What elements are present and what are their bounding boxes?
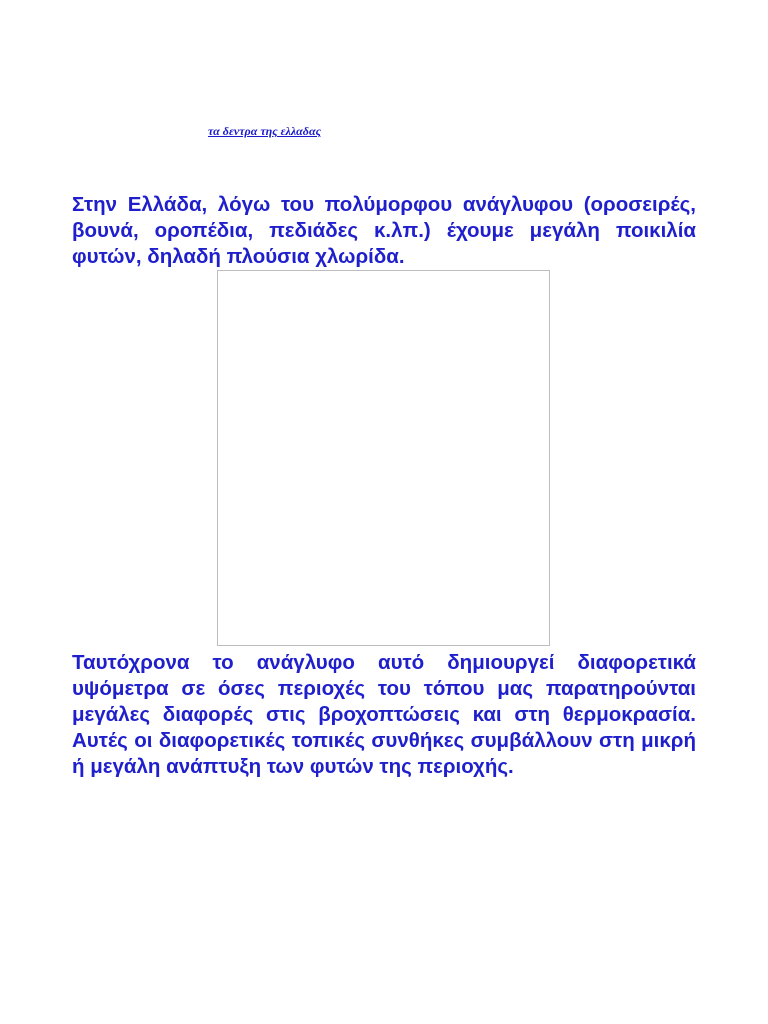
paragraph-climate: Ταυτόχρονα το ανάγλυφο αυτό δημιουργεί διαφορετικά υψόμετρα σε όσες περιοχές του τόπου μας παρατηρούνται μεγάλες διαφορές στις βροχοπτώσεις και στη θερμοκρασία. Αυτές οι διαφορετικές τοπικές συνθήκες συμβάλλουν στη μικρή ή μεγάλη ανάπτυξη των φυτών της περιοχής. bbox=[72, 651, 696, 778]
image-placeholder bbox=[217, 270, 550, 646]
paragraph-flora-intro: Στην Ελλάδα, λόγω του πολύμορφου ανάγλυφου (οροσειρές, βουνά, οροπέδια, πεδιάδες κ.λπ.) έχουμε μεγάλη ποικιλία φυτών, δηλαδή πλούσια χλωρίδα. bbox=[72, 193, 696, 268]
title-link[interactable]: τα δεντρα της ελλαδας bbox=[208, 124, 321, 138]
